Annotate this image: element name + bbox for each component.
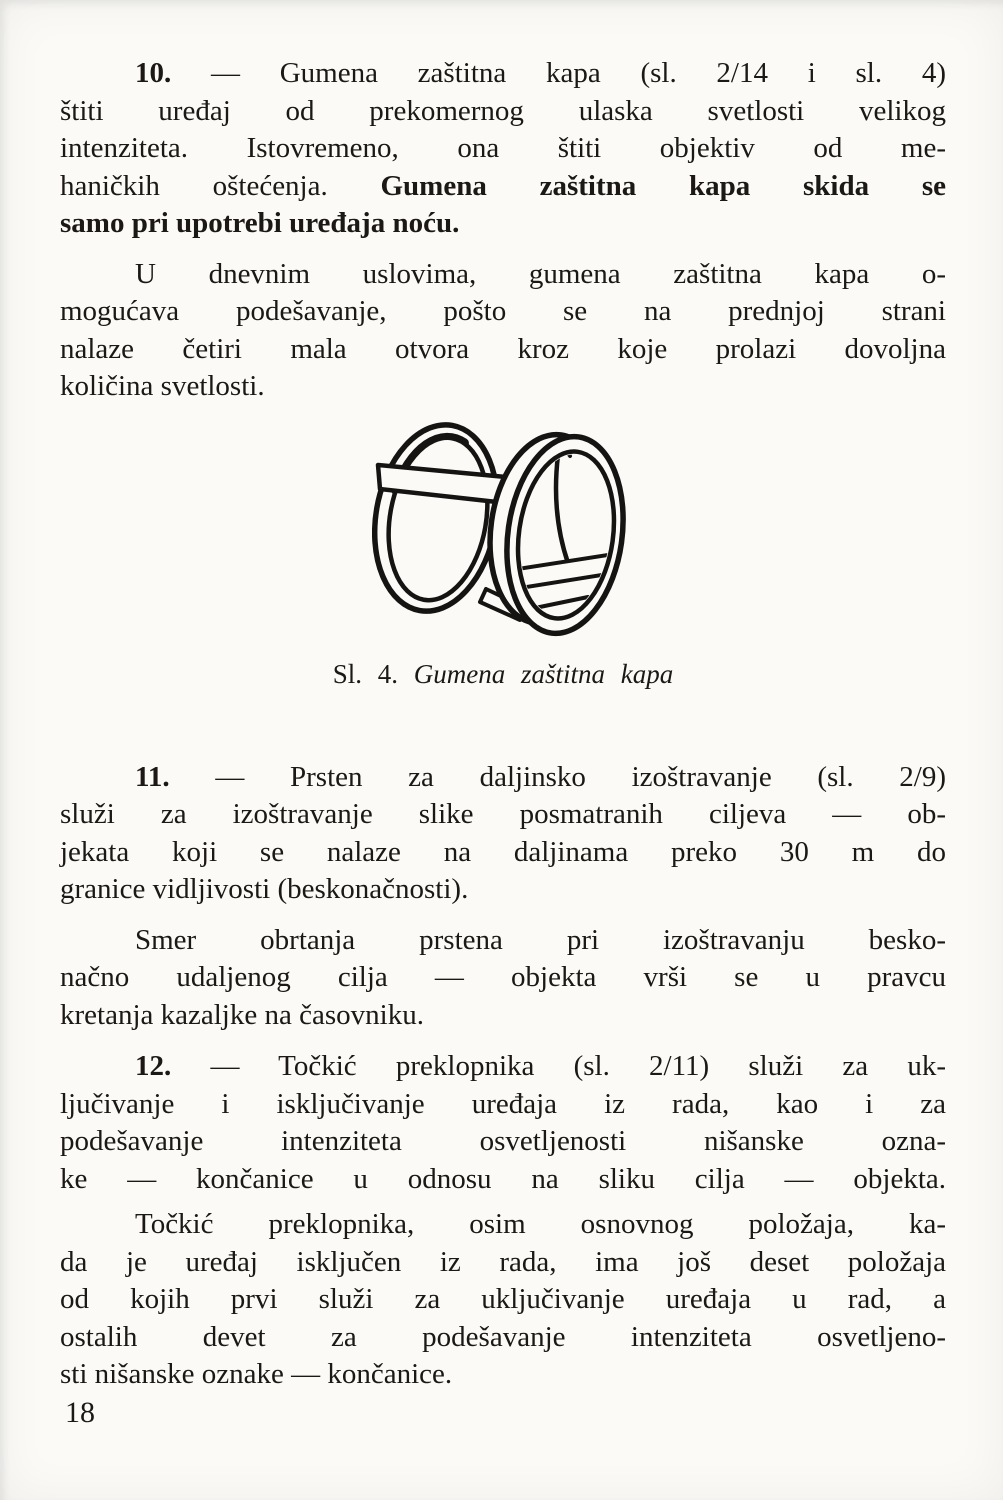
text-line — [60, 922, 946, 960]
text-segment: nalaze četiri mala otvora kroz koje prolazi dovoljna — [60, 332, 946, 365]
text-segment: od kojih prvi služi za uključivanje uređaja u rad, a — [60, 1283, 946, 1315]
text-line — [60, 759, 946, 797]
paragraph-11 — [60, 759, 946, 909]
text-segment: — Gumena zaštitna kapa (sl. 2/14 i sl. 4) — [171, 57, 946, 89]
text-segment: štiti uređaj od prekomernog ulaska svetlosti velikog — [60, 94, 946, 127]
text-line — [60, 293, 946, 331]
figure-caption-title: Gumena zaštitna kapa — [413, 658, 674, 689]
text-segment: sti nišanske oznake — končanice. — [60, 1358, 453, 1390]
paragraph-day-use — [60, 256, 946, 406]
text-line — [60, 997, 946, 1035]
rubber-protective-cap-illustration — [372, 419, 632, 644]
text-segment: Točkić preklopnika, osim osnovnog položaja, ka- — [135, 1208, 946, 1240]
text-segment: Smer obrtanja prstena pri izoštravanju besko- — [135, 923, 946, 956]
text-line — [60, 871, 946, 909]
page-content — [60, 55, 946, 1407]
paragraph-switch-positions — [60, 1206, 946, 1394]
text-line — [60, 55, 946, 93]
text-line — [60, 168, 946, 206]
paragraph-rotation-direction — [60, 922, 946, 1035]
bold-text-segment: samo pri upotrebi uređaja noću. — [60, 207, 460, 239]
text-line — [60, 1161, 946, 1199]
text-line — [60, 205, 946, 243]
text-line — [60, 1123, 946, 1161]
text-line — [60, 1206, 946, 1244]
text-segment: haničkih oštećenja. — [60, 169, 381, 202]
text-segment: ostalih devet za podešavanje intenziteta osvetljeno- — [60, 1320, 946, 1353]
text-segment: da je uređaj isključen iz rada, ima još deset položaja — [60, 1245, 946, 1278]
figure-4-block — [60, 419, 946, 644]
text-line — [60, 796, 946, 834]
text-line — [60, 1356, 946, 1394]
figure-caption-label: Sl. 4. — [332, 658, 399, 689]
text-segment: načno udaljenog cilja — objekta vrši se u pravcu — [60, 961, 946, 993]
text-line — [60, 368, 946, 406]
text-line — [60, 1281, 946, 1319]
text-line — [60, 130, 946, 168]
text-line — [60, 256, 946, 294]
text-line — [60, 834, 946, 872]
text-segment: U dnevnim uslovima, gumena zaštitna kapa o- — [135, 257, 946, 290]
text-segment: jekata koji se nalaze na daljinama preko 30 m do — [60, 835, 946, 868]
text-segment: ljučivanje i isključivanje uređaja iz rada, kao i za — [60, 1087, 946, 1120]
paragraph-12 — [60, 1048, 946, 1198]
text-segment: služi za izoštravanje slike posmatranih ciljeva — ob- — [60, 798, 946, 830]
page-number: 18 — [65, 1396, 95, 1429]
bold-text-segment: 12. — [135, 1050, 172, 1082]
text-line — [60, 959, 946, 997]
text-segment: količina svetlosti. — [60, 370, 265, 402]
paragraph-10 — [60, 55, 946, 243]
text-line — [60, 1048, 946, 1086]
text-segment: mogućava podešavanje, pošto se na prednjoj strani — [60, 295, 946, 327]
bold-text-segment: Gumena zaštitna kapa skida se — [380, 169, 947, 202]
text-line — [60, 1319, 946, 1357]
text-segment: — Prsten za daljinsko izoštravanje (sl. 2/9) — [169, 760, 946, 793]
figure-4-caption — [60, 656, 946, 693]
text-line — [60, 1244, 946, 1282]
text-line — [60, 331, 946, 369]
text-segment: intenziteta. Istovremeno, ona štiti objektiv od me- — [60, 132, 946, 164]
text-segment: podešavanje intenziteta osvetljenosti nišanske ozna- — [60, 1125, 946, 1157]
text-line — [60, 93, 946, 131]
text-segment: granice vidljivosti (beskonačnosti). — [60, 873, 469, 905]
bold-text-segment: 11. — [135, 760, 170, 793]
bold-text-segment: 10. — [135, 57, 172, 89]
text-segment: — Točkić preklopnika (sl. 2/11) služi za uk- — [171, 1050, 946, 1082]
text-segment: ke — končanice u odnosu na sliku cilja — objekta. — [60, 1162, 946, 1195]
text-line — [60, 1086, 946, 1124]
text-segment: kretanja kazaljke na časovniku. — [60, 998, 424, 1031]
